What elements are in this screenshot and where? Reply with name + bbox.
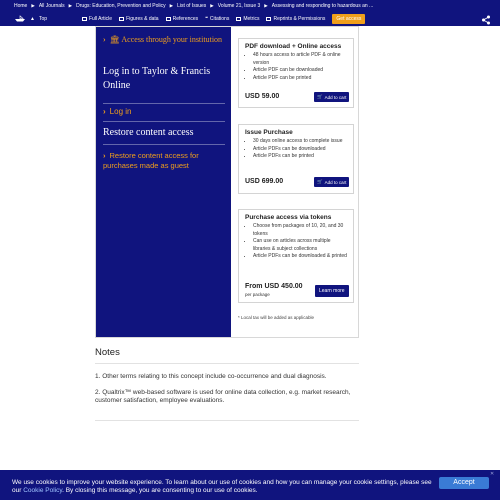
list-item: • Article PDFs can be downloaded [253,146,347,154]
chevron-right-icon: › [103,151,106,160]
offer-title: Purchase access via tokens [245,214,332,221]
list-item: • Article PDFs can be printed [253,153,347,161]
chevron-right-icon: ▶ [31,2,35,8]
image-icon [119,17,124,21]
breadcrumb-home[interactable]: Home [14,2,28,9]
breadcrumb-issue[interactable]: Volume 21, Issue 3 [217,2,261,9]
button-label: Add to cart [324,179,347,185]
bar-chart-icon [236,17,241,21]
cookie-message [12,479,442,494]
offer-title: PDF download + Online access [245,43,342,50]
tab-label: Citations [209,16,230,22]
cookie-text: . By closing this message, you are consenting to our use of cookies. [62,486,258,494]
access-institution-label: Access through your institution [121,35,223,44]
chevron-right-icon: › [103,107,106,116]
list-item: • 30 days online access to complete issue [253,138,347,146]
quote-icon: ❝ [205,16,208,22]
purchase-options [232,27,358,337]
tab-metrics[interactable] [236,16,259,22]
tab-label: Full Article [89,16,113,22]
add-to-cart-button[interactable] [314,177,349,187]
boat-logo-icon [14,15,26,22]
add-to-cart-button[interactable] [314,92,349,102]
cookie-text: We use cookies to improve your website experience. To learn about our use of cookies and how you can manage your cookie settings, please see our [12,479,432,494]
chevron-up-icon: ▲ [30,15,35,22]
tab-label: References [172,16,199,22]
notes-heading: Notes [95,347,120,358]
article-tabs [82,14,365,24]
list-item: • Can use on articles across multiple libraries & subject collections [253,238,347,253]
restore-heading: Restore content access [103,127,194,138]
document-icon [82,17,87,21]
access-options [96,27,231,337]
access-through-institution-link[interactable] [103,35,227,45]
login-heading: Log in to Taylor & Francis Online [103,66,211,91]
divider [103,144,225,145]
offer-features [245,138,347,161]
cookie-policy-link[interactable]: Cookie Policy [23,486,63,494]
tab-references[interactable] [166,16,199,22]
cookie-banner [0,470,500,500]
tab-reprints-permissions[interactable] [266,16,325,22]
divider [103,103,225,104]
chevron-right-icon: ▶ [68,2,73,8]
login-link[interactable] [103,107,131,116]
tax-note: * Local tax will be added as applicable [238,315,315,320]
offer-title: Issue Purchase [245,129,293,136]
article-toolbar [0,12,500,26]
chevron-right-icon: › [103,35,106,44]
top-navigation [0,0,500,26]
divider [103,121,225,122]
login-label: Log in [109,107,132,116]
permissions-icon [266,17,271,21]
offer-tokens [238,209,354,303]
breadcrumb [0,0,500,11]
learn-more-button[interactable]: Learn more [315,285,349,297]
offer-price: From USD 450.00 [245,283,303,290]
breadcrumb-list-of-issues[interactable]: List of Issues [177,2,207,9]
institution-icon: 🏛 [109,35,120,44]
tab-label: Metrics [243,16,260,22]
offer-price: USD 59.00 [245,93,280,100]
divider [95,363,359,364]
offer-pdf-online [238,38,354,108]
close-icon[interactable]: ✕ [490,471,495,477]
book-icon [166,17,171,21]
note-item: 2. Qualtrix™ web-based software is used for online data collection, e.g. market research, customer satisfaction, employee evaluations. [95,389,351,404]
tab-full-article[interactable] [82,16,112,22]
restore-label: Restore content access for purchases made as guest [103,151,199,170]
list-item: • 48 hours access to article PDF & online version [253,52,347,67]
tab-citations[interactable] [205,16,229,22]
button-label: Add to cart [324,94,347,100]
offer-price-note: per package [245,292,270,297]
offer-features [245,223,347,261]
offer-price: USD 699.00 [245,178,284,185]
list-item: • Article PDFs can be downloaded & printed [253,253,347,261]
back-to-top-link[interactable] [14,15,47,22]
tab-label: Reprints & Permissions [273,16,326,22]
accept-cookies-button[interactable]: Accept [439,477,489,489]
offer-features [245,52,347,82]
chevron-right-icon: ▶ [210,2,214,8]
offer-issue-purchase [238,124,354,194]
access-panel [95,26,359,338]
restore-access-link[interactable] [103,151,223,170]
breadcrumb-all-journals[interactable]: All Journals [38,2,65,9]
list-item: • Choose from packages of 10, 20, and 30 tokens [253,223,347,238]
tab-figures-data[interactable] [119,16,159,22]
share-icon[interactable] [481,15,491,25]
chevron-right-icon: ▶ [169,2,174,8]
cart-icon: 🛒 [317,94,323,99]
breadcrumb-article: Assessing and responding to hazardous an ... [271,2,374,9]
list-item: • Article PDF can be downloaded [253,67,347,75]
get-access-button[interactable]: Get access [332,14,365,24]
chevron-right-icon: ▶ [264,2,268,8]
list-item: • Article PDF can be printed [253,75,347,83]
top-label: Top [38,15,48,22]
breadcrumb-journal[interactable]: Drugs: Education, Prevention and Policy [76,2,166,9]
divider [95,420,359,421]
note-item: 1. Other terms relating to this concept include co-occurrence and dual diagnosis. [95,373,327,380]
tab-label: Figures & data [126,16,159,22]
cart-icon: 🛒 [317,179,323,184]
